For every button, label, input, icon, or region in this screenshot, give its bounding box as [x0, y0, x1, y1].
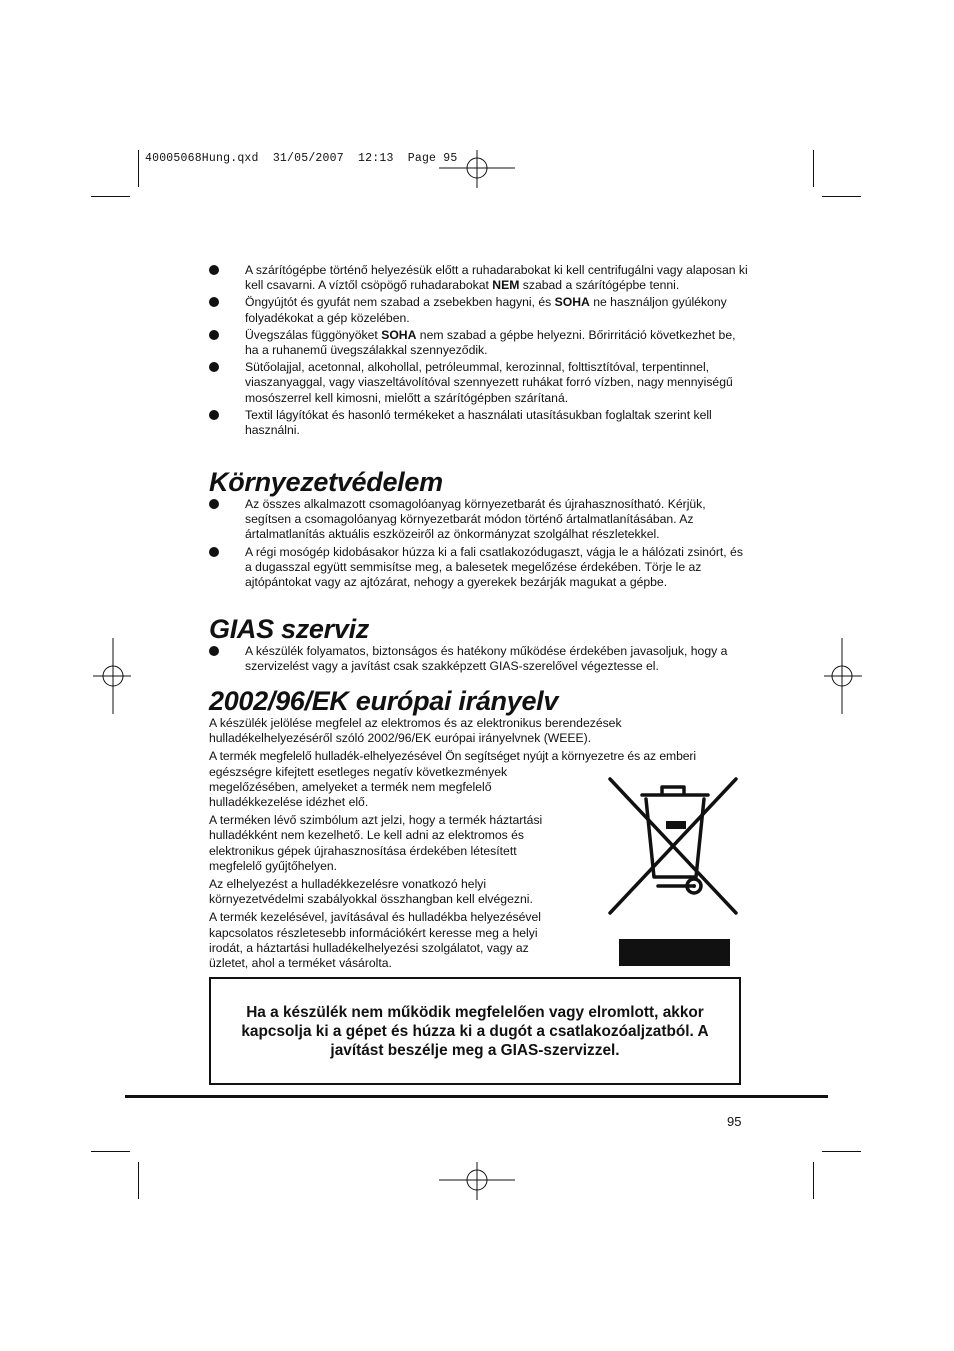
- bullet-text: A régi mosógép kidobásakor húzza ki a fali csatlakozódugaszt, vágja le a hálózati zsinórt, és a dugasszal együtt semmisítse meg, a balesetek megelőzése érdekében. Törje le az ajtópántokat vagy az ajtózárat, nehogy a gyerekek bezárják magukat a gépbe.: [245, 544, 743, 590]
- bullet-icon: [209, 410, 219, 420]
- intro-section: [209, 263, 749, 440]
- list-item: [209, 328, 749, 358]
- list-item: [209, 408, 749, 438]
- bullet-text: Üvegszálas függönyöket SOHA nem szabad a gépbe helyezni. Bőrirritáció következhet be, ha a ruhanemű üvegszálakkal szennyeződik.: [245, 327, 736, 358]
- weee-paragraph: A termék kezelésével, javításával és hulladékba helyezésével kapcsolatos részletesebb információkért keresse meg a helyi irodát, a háztartási hulladékelhelyezési szolgálatot, vagy az üzletet, ahol a terméket vásárolta.: [209, 910, 541, 971]
- section-heading: Környezetvédelem: [209, 467, 443, 497]
- bullet-text: A szárítógépbe történő helyezésük előtt a ruhadarabokat ki kell centrifugálni vagy alaposan ki kell csavarni. A víztől csöpögő ruhadarabokat NEM szabad a szárítógépbe tenni.: [245, 263, 748, 293]
- list-item: [209, 295, 749, 325]
- section-heading: 2002/96/EK európai irányelv: [209, 686, 559, 716]
- bullet-text: Öngyújtót és gyufát nem szabad a zsebekben hagyni, és SOHA ne használjon gyúlékony folyadékokat a gép közelében.: [245, 295, 727, 325]
- print-slug: 40005068Hung.qxd 31/05/2007 12:13 Page 95: [145, 152, 458, 165]
- environment-section: [209, 467, 749, 592]
- registration-mark-top: [437, 150, 517, 190]
- registration-mark-right: [822, 636, 862, 716]
- bullet-icon: [209, 265, 219, 275]
- warning-box: [209, 977, 741, 1085]
- page-number: 95: [727, 1114, 742, 1129]
- bullet-icon: [209, 646, 219, 656]
- intro-bullet-list: [209, 263, 749, 438]
- bullet-text: Textil lágyítókat és hasonló termékeket a használati utasításukban foglaltak szerint kell használni.: [245, 407, 712, 438]
- bullet-icon: [209, 297, 219, 307]
- crop-mark: [822, 196, 861, 197]
- environment-bullet-list: [209, 497, 749, 590]
- registration-mark-bottom: [437, 1160, 517, 1200]
- list-item: [209, 360, 749, 406]
- footer-rule: [125, 1095, 828, 1098]
- registration-mark-left: [93, 636, 133, 716]
- weee-paragraph-line: A termék megfelelő hulladék-elhelyezésével Ön segítséget nyújt a környezetre és az emberi: [209, 749, 696, 764]
- crop-mark: [138, 150, 139, 187]
- bullet-text: A készülék folyamatos, biztonságos és hatékony működése érdekében javasoljuk, hogy a szervizelést vagy a javítást csak szakképzett GIAS-szerelővel végeztesse el.: [245, 644, 728, 674]
- weee-paragraph: egészségre kifejtett esetleges negatív következmények megelőzésében, amelyeket a termék nem megfelelő hulladékkezelése idézhet elő.: [209, 764, 508, 810]
- warning-text: Ha a készülék nem működik megfelelően vagy elromlott, akkor kapcsolja ki a gépet és húzza ki a dugót a csatlakozóaljzatból. A javítást beszélje meg a GIAS-szervizzel.: [241, 1003, 709, 1059]
- weee-bin-icon: [604, 773, 742, 923]
- list-item: [209, 263, 749, 293]
- weee-paragraph: A terméken lévő szimbólum azt jelzi, hogy a termék háztartási hulladékként nem kezelhető. Le kell adni az elektromos és elektronikus gépek újrahasznosítása érdekében létesített megfelelő gyűjtőhelyen.: [209, 813, 543, 873]
- list-item: [209, 644, 749, 674]
- weee-paragraph: A készülék jelölése megfelel az elektromos és az elektronikus berendezések hulladékelhelyezéséről szóló 2002/96/EK európai irányelvnek (WEEE).: [209, 716, 622, 746]
- crop-mark: [813, 150, 814, 187]
- bullet-icon: [209, 330, 219, 340]
- list-item: [209, 545, 749, 591]
- section-heading: GIAS szerviz: [209, 614, 369, 644]
- crop-mark: [813, 1162, 814, 1199]
- bullet-text: Az összes alkalmazott csomagolóanyag környezetbarát és újrahasznosítható. Kérjük, segítsen a csomagolóanyag környezetbarát módon történő ártalmatlanításában. Az ártalmatlanítás aktuális eszközeiről az önkormányzat szolgálhat részletekkel.: [245, 497, 706, 542]
- bullet-text: Sütőolajjal, acetonnal, alkohollal, petróleummal, kerozinnal, folttisztítóval, terpentinnel, viaszanyaggal, vagy viaszeltávolítóval szennyezett ruhákat forró vízben, nagy mennyiségű mosószerrel kell kimosni, mielőtt a szárítógépben szárítaná.: [245, 360, 733, 405]
- crop-mark: [822, 1151, 861, 1152]
- service-bullet-list: [209, 644, 749, 674]
- crop-mark: [138, 1162, 139, 1199]
- bullet-icon: [209, 362, 219, 372]
- crop-mark: [91, 196, 130, 197]
- weee-paragraph: Az elhelyezést a hulladékkezelésre vonatkozó helyi környezetvédelmi szabályokkal összhangban kell elvégezni.: [209, 877, 533, 907]
- list-item: [209, 497, 749, 543]
- crop-mark: [91, 1151, 130, 1152]
- bullet-icon: [209, 547, 219, 557]
- bullet-icon: [209, 499, 219, 509]
- service-section: [209, 614, 749, 676]
- symbol-bar: [619, 939, 730, 966]
